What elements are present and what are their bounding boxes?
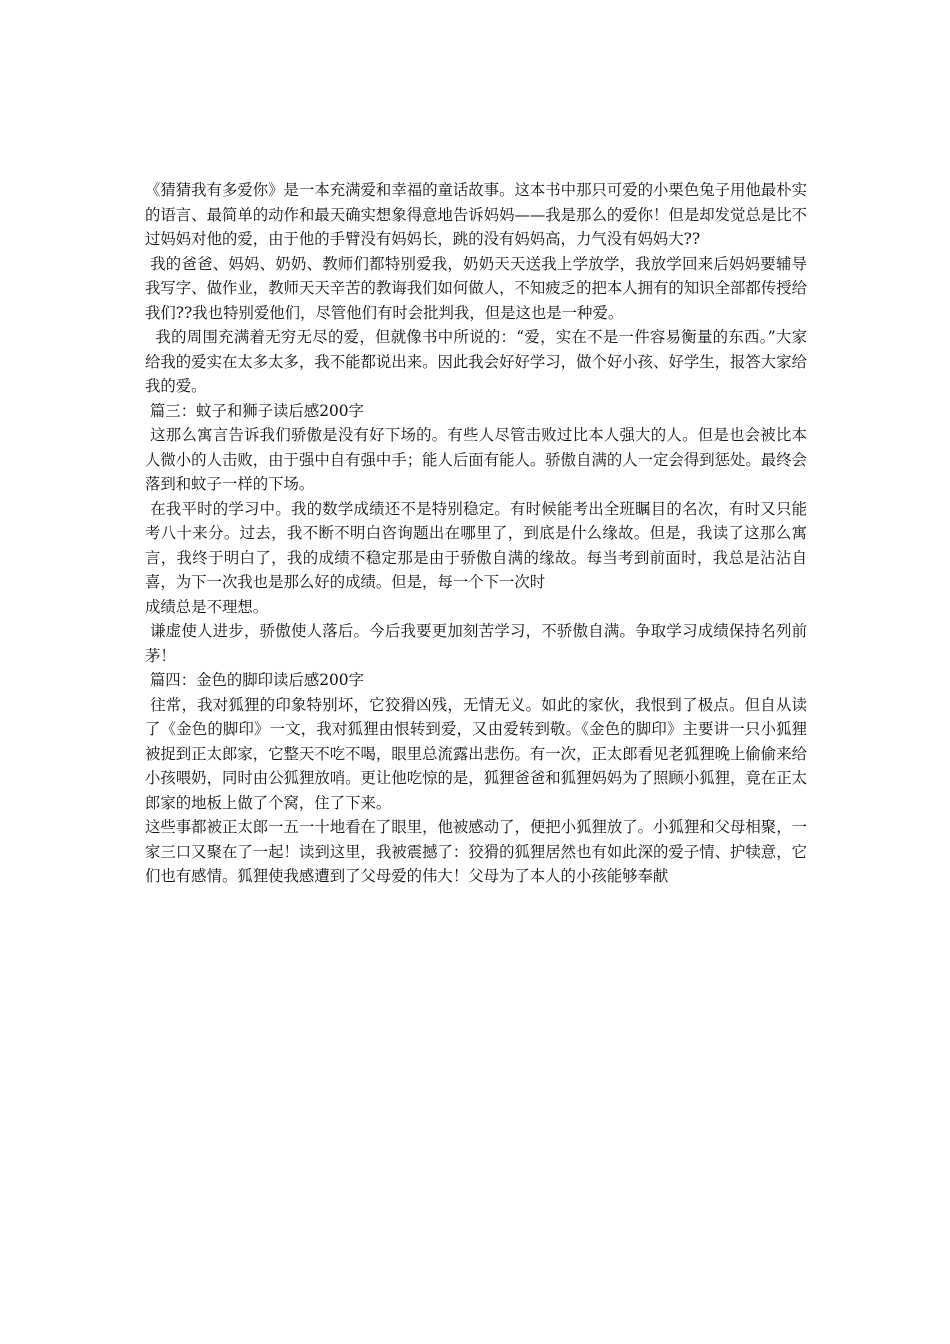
paragraph-family-love: 我的爸爸、妈妈、奶奶、教师们都特别爱我，奶奶天天送我上学放学，我放学回来后妈妈要辅导我写字、做作业，教师天天辛苦的教诲我们如何做人，不知疲乏的把本人拥有的知识全部都传授给我们??我也特别爱他们，尽管他们有时会批判我，但是这也是一种爱。: [145, 254, 807, 322]
paragraph-fox-family: 这些事都被正太郎一五一十地看在了眼里，他被感动了，便把小狐狸放了。小狐狸和父母相聚，一家三口又聚在了一起！读到这里，我被震撼了：狡猾的狐狸居然也有如此深的爱子情、护犊意，它们也有感情。狐狸使我感遭到了父母爱的伟大！父母为了本人的小孩能够奉献: [145, 818, 807, 885]
section-heading-part-four: 篇四：金色的脚印读后感200字: [145, 671, 364, 689]
paragraph-modesty: 谦虚使人进步，骄傲使人落后。今后我要更加刻苦学习，不骄傲自满。争取学习成绩保持名列前茅！: [145, 622, 807, 665]
paragraph-study-experience: 在我平时的学习中。我的数学成绩还不是特别稳定。有时候能考出全班瞩目的名次，有时又只能考八十来分。过去，我不断不明白咨询题出在哪里了，到底是什么缘故。但是，我读了这那么寓言，我终于明白了，我的成绩不稳定那是由于骄傲自满的缘故。每当考到前面时，我总是沾沾自喜，为下一次我也是那么好的成绩。但是，每一个下一次时: [145, 499, 807, 591]
section-heading-part-three: 篇三：蚊子和狮子读后感200字: [145, 401, 364, 420]
paragraph-surrounded-by-love: 我的周围充满着无穷无尽的爱，但就像书中所说的：“爱，实在不是一件容易衡量的东西。”大家给我的爱实在太多太多，我不能都说出来。因此我会好好学习，做个好小孩、好学生，报答大家给我的爱。: [145, 328, 807, 395]
document-body: [145, 178, 807, 889]
paragraph-intro: 《猜猜我有多爱你》是一本充满爱和幸福的童话故事。这本书中那只可爱的小栗色兔子用他最朴实的语言、最简单的动作和最天确实想象得意地告诉妈妈——我是那么的爱你！但是却发觉总是比不过妈妈对他的爱，由于他的手臂没有妈妈长，跳的没有妈妈高，力气没有妈妈大??: [145, 181, 807, 248]
paragraph-fox-impression: 往常，我对狐狸的印象特别坏，它狡猾凶残，无情无义。如此的家伙，我恨到了极点。但自从读了《金色的脚印》一文，我对狐狸由恨转到爱，又由爱转到敬。《金色的脚印》主要讲一只小狐狸被捉到正太郎家，它整天不吃不喝，眼里总流露出悲伤。有一次，正太郎看见老狐狸晚上偷偷来给小孩喂奶，同时由公狐狸放哨。更让他吃惊的是，狐狸爸爸和狐狸妈妈为了照顾小狐狸，竟在正太郎家的地板上做了个窝，住了下来。: [145, 695, 807, 812]
paragraph-unstable-grades: 成绩总是不理想。: [145, 597, 269, 616]
paragraph-fable-lesson: 这那么寓言告诉我们骄傲是没有好下场的。有些人尽管击败过比本人强大的人。但是也会被比本人微小的人击败，由于强中自有强中手；能人后面有能人。骄傲自满的人一定会得到惩处。最终会落到和蚊子一样的下场。: [145, 426, 807, 493]
